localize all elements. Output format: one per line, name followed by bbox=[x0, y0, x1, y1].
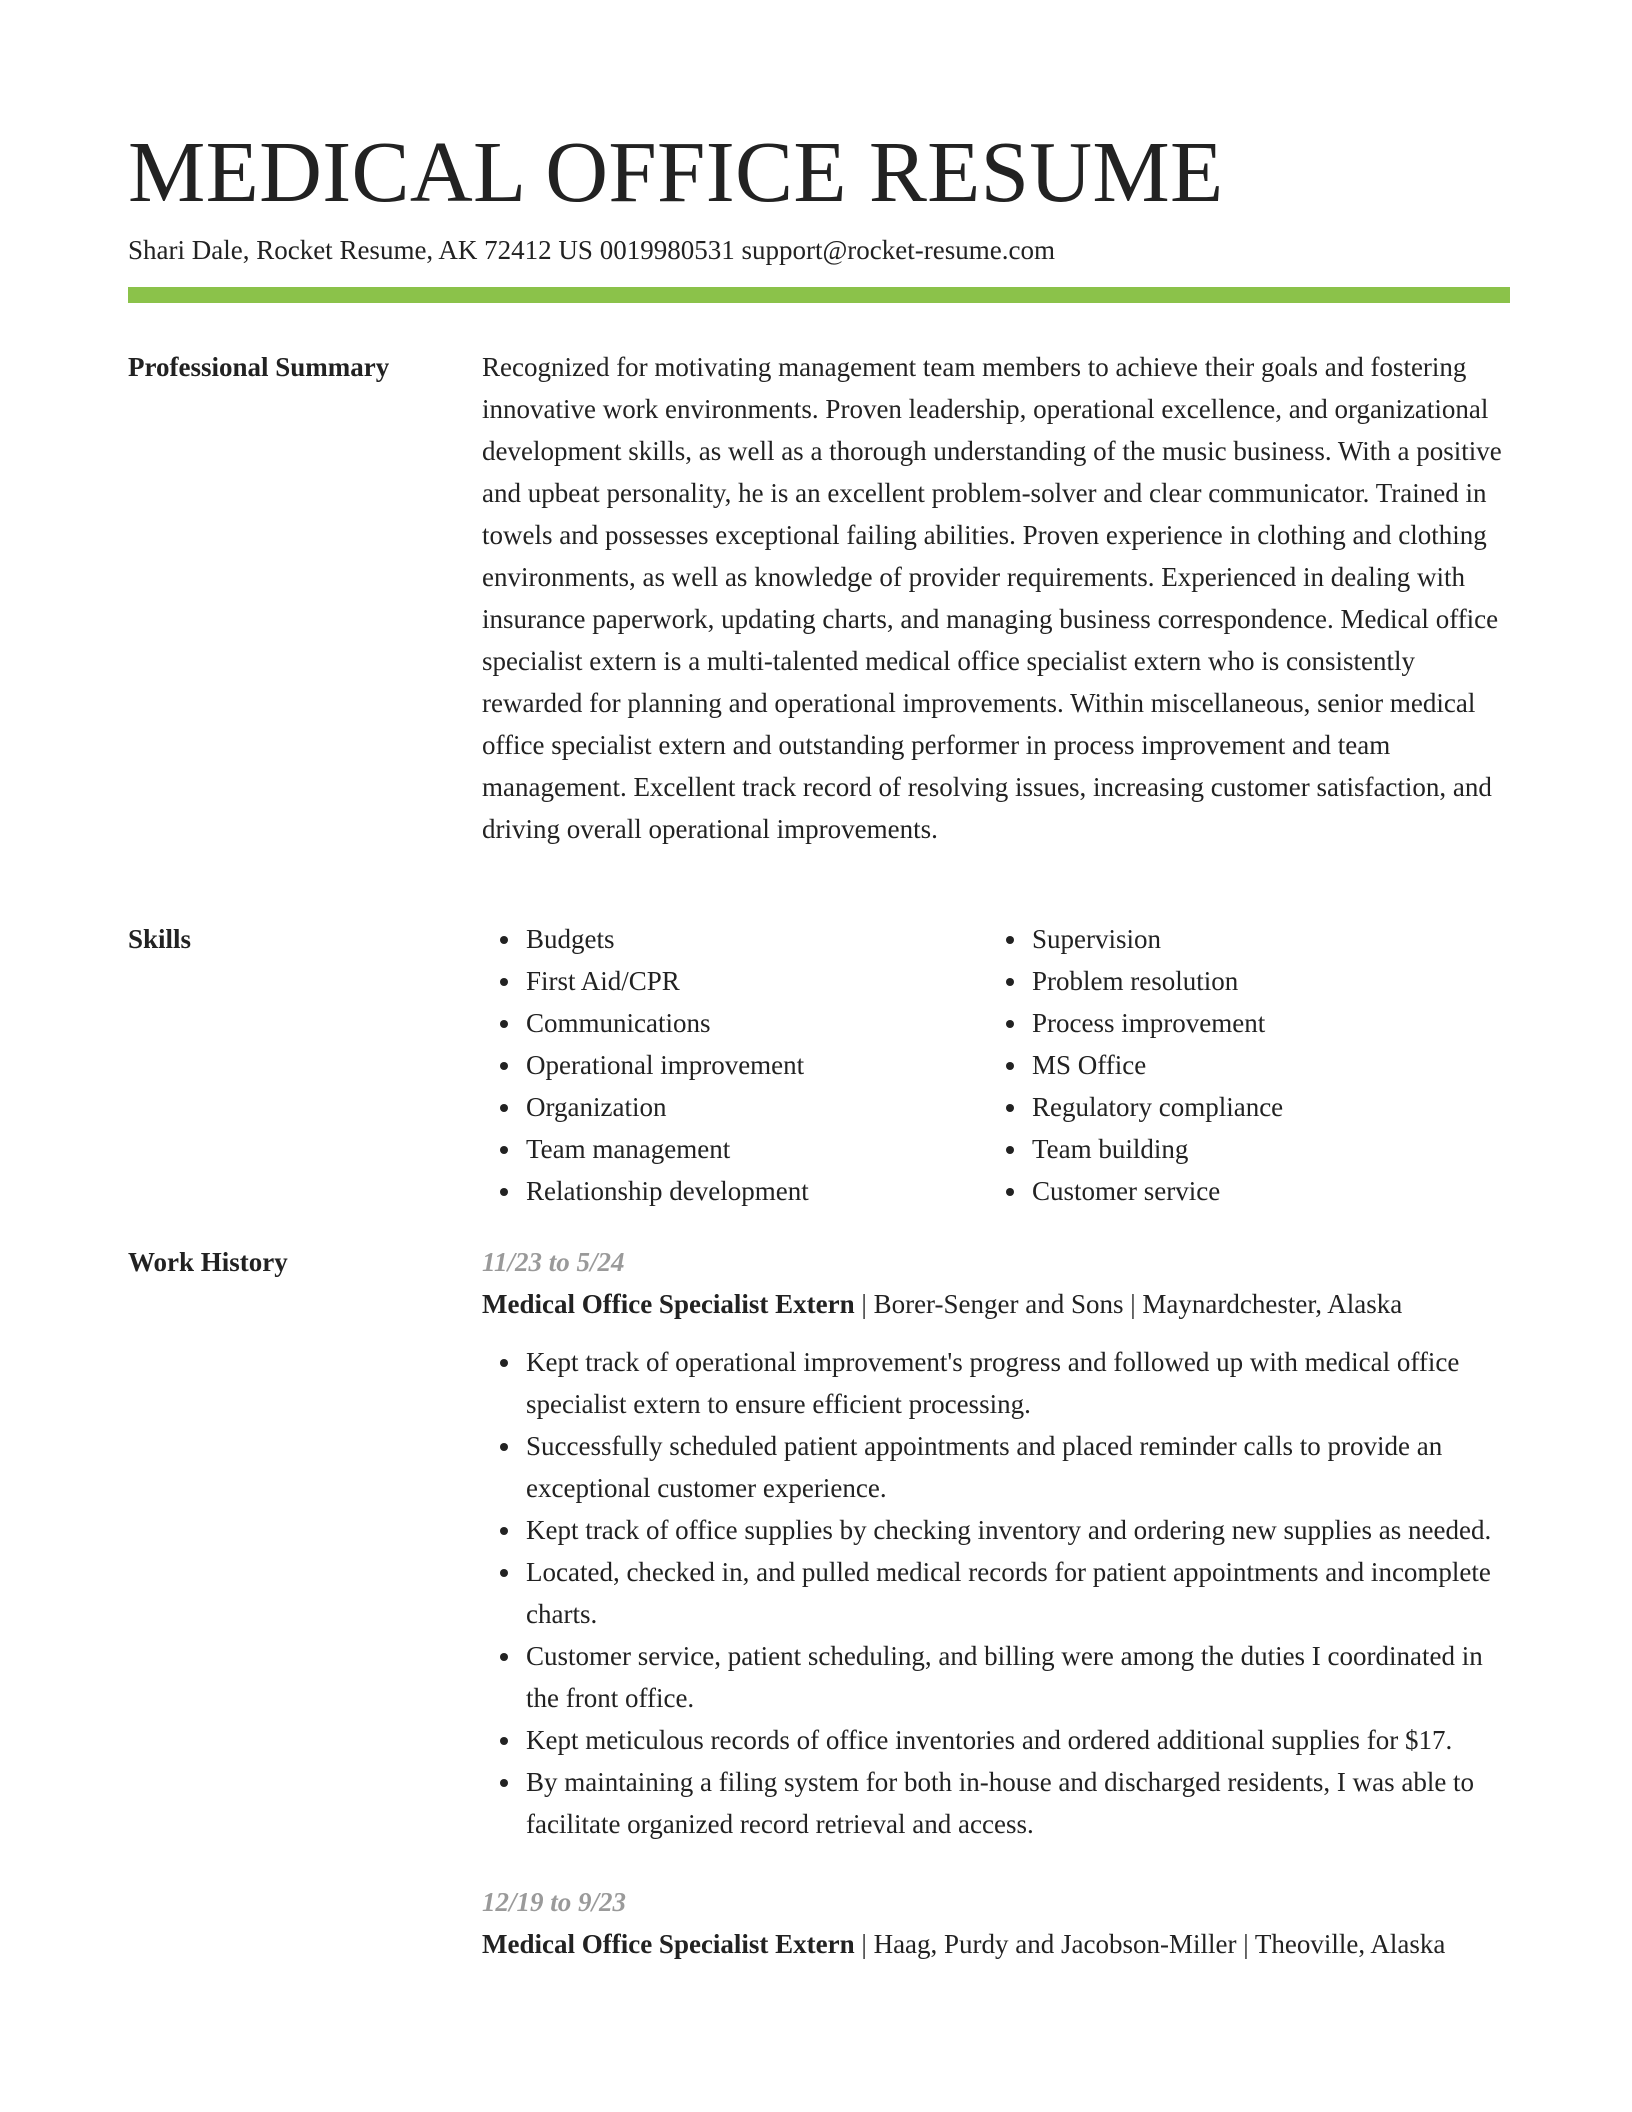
list-item: Relationship development bbox=[526, 1170, 988, 1212]
job-title: Medical Office Specialist Extern bbox=[482, 1929, 855, 1959]
list-item: Customer service bbox=[1032, 1170, 1494, 1212]
list-item: Regulatory compliance bbox=[1032, 1086, 1494, 1128]
job-entry bbox=[482, 1241, 1510, 1845]
work-history-body bbox=[482, 1241, 1510, 1965]
list-item: Team building bbox=[1032, 1128, 1494, 1170]
header-accent-bar bbox=[128, 287, 1510, 303]
list-item: Communications bbox=[526, 1002, 988, 1044]
job-employer-location: | Borer-Senger and Sons | Maynardchester, Alaska bbox=[854, 1289, 1403, 1319]
list-item: Problem resolution bbox=[1032, 960, 1494, 1002]
job-entry bbox=[482, 1881, 1510, 1965]
list-item: Successfully scheduled patient appointments and placed reminder calls to provide an exceptional customer experience. bbox=[526, 1425, 1510, 1509]
list-item: Kept track of office supplies by checking inventory and ordering new supplies as needed. bbox=[526, 1509, 1510, 1551]
skills-list-left bbox=[482, 918, 988, 1212]
skills-columns bbox=[482, 918, 1510, 1212]
summary-heading: Professional Summary bbox=[128, 352, 390, 382]
skills-list-right bbox=[988, 918, 1494, 1212]
job-heading bbox=[482, 1283, 1510, 1325]
summary-text: Recognized for motivating management team members to achieve their goals and fostering innovative work environments. Proven leadership, operational excellence, and organizational development skills, as well as a thorough understanding of the music business. With a positive and upbeat personality, he is an excellent problem-solver and clear communicator. Trained in towels and possesses exceptional failing abilities. Proven experience in clothing and clothing environments, as well as knowledge of provider requirements. Experienced in dealing with insurance paperwork, updating charts, and managing business correspondence. Medical office specialist extern is a multi-talented medical office specialist extern who is consistently rewarded for planning and operational improvements. Within miscellaneous, senior medical office specialist extern and outstanding performer in process improvement and team management. Excellent track record of resolving issues, increasing customer satisfaction, and driving overall operational improvements. bbox=[482, 352, 1502, 844]
job-duties-list bbox=[482, 1341, 1510, 1845]
list-item: Organization bbox=[526, 1086, 988, 1128]
job-dates: 11/23 to 5/24 bbox=[482, 1247, 625, 1277]
contact-line: Shari Dale, Rocket Resume, AK 72412 US 0019980531 support@rocket-resume.com bbox=[128, 235, 1055, 265]
list-item: Customer service, patient scheduling, and billing were among the duties I coordinated in the front office. bbox=[526, 1635, 1510, 1719]
summary-body bbox=[482, 346, 1510, 850]
job-title: Medical Office Specialist Extern bbox=[482, 1289, 855, 1319]
list-item: Supervision bbox=[1032, 918, 1494, 960]
list-item: Kept track of operational improvement's progress and followed up with medical office specialist extern to ensure efficient processing. bbox=[526, 1341, 1510, 1425]
list-item: By maintaining a filing system for both in-house and discharged residents, I was able to facilitate organized record retrieval and access. bbox=[526, 1761, 1510, 1845]
job-employer-location: | Haag, Purdy and Jacobson-Miller | Theoville, Alaska bbox=[854, 1929, 1446, 1959]
list-item: Located, checked in, and pulled medical records for patient appointments and incomplete charts. bbox=[526, 1551, 1510, 1635]
list-item: Team management bbox=[526, 1128, 988, 1170]
list-item: Operational improvement bbox=[526, 1044, 988, 1086]
job-heading bbox=[482, 1923, 1510, 1965]
work-history-heading: Work History bbox=[128, 1247, 288, 1277]
list-item: Kept meticulous records of office inventories and ordered additional supplies for $17. bbox=[526, 1719, 1510, 1761]
job-dates: 12/19 to 9/23 bbox=[482, 1887, 627, 1917]
skills-heading: Skills bbox=[128, 924, 192, 954]
list-item: MS Office bbox=[1032, 1044, 1494, 1086]
resume-title: MEDICAL OFFICE RESUME bbox=[128, 123, 1224, 220]
list-item: Process improvement bbox=[1032, 1002, 1494, 1044]
list-item: Budgets bbox=[526, 918, 988, 960]
list-item: First Aid/CPR bbox=[526, 960, 988, 1002]
